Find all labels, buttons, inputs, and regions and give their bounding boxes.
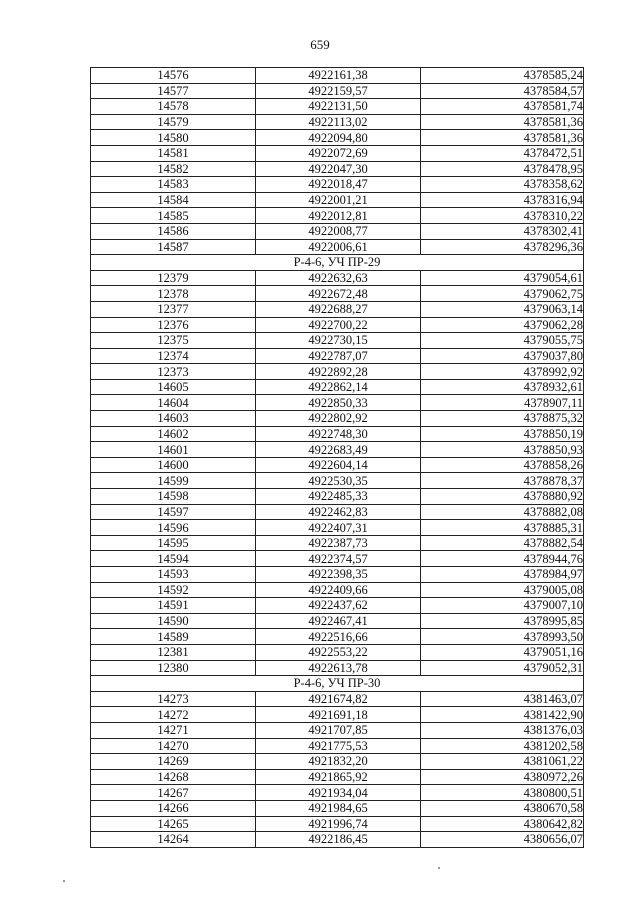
x-coordinate-cell: 4922409,66 (256, 582, 421, 598)
x-coordinate-cell: 4922683,49 (256, 442, 421, 458)
y-coordinate-cell: 4379062,28 (421, 317, 584, 333)
x-coordinate-cell: 4921996,74 (256, 816, 421, 832)
point-number-cell: 14581 (91, 145, 256, 161)
point-number-cell: 14596 (91, 520, 256, 536)
x-coordinate-cell: 4922072,69 (256, 145, 421, 161)
x-coordinate-cell: 4922672,48 (256, 286, 421, 302)
x-coordinate-cell: 4922787,07 (256, 348, 421, 364)
point-number-cell: 14273 (91, 691, 256, 707)
y-coordinate-cell: 4379055,75 (421, 333, 584, 349)
point-number-cell: 12377 (91, 301, 256, 317)
point-number-cell: 14591 (91, 598, 256, 614)
point-number-cell: 12379 (91, 270, 256, 286)
point-number-cell: 12375 (91, 333, 256, 349)
y-coordinate-cell: 4378992,92 (421, 364, 584, 380)
y-coordinate-cell: 4378472,51 (421, 145, 584, 161)
point-number-cell: 14266 (91, 800, 256, 816)
x-coordinate-cell: 4922862,14 (256, 379, 421, 395)
point-number-cell: 14603 (91, 411, 256, 427)
page-number: 659 (310, 37, 330, 52)
x-coordinate-cell: 4922688,27 (256, 301, 421, 317)
table-row (91, 239, 584, 255)
x-coordinate-cell: 4922802,92 (256, 411, 421, 427)
x-coordinate-cell: 4922850,33 (256, 395, 421, 411)
point-number-cell: 14584 (91, 192, 256, 208)
table-row (91, 504, 584, 520)
table-row (91, 99, 584, 115)
point-number-cell: 14592 (91, 582, 256, 598)
point-number-cell: 14602 (91, 426, 256, 442)
point-number-cell: 14269 (91, 754, 256, 770)
y-coordinate-cell: 4378885,31 (421, 520, 584, 536)
y-coordinate-cell: 4378581,36 (421, 114, 584, 130)
y-coordinate-cell: 4379051,16 (421, 644, 584, 660)
table-row (91, 411, 584, 427)
point-number-cell: 14600 (91, 457, 256, 473)
x-coordinate-cell: 4922018,47 (256, 177, 421, 193)
y-coordinate-cell: 4381202,58 (421, 738, 584, 754)
table-row (91, 68, 584, 84)
y-coordinate-cell: 4381376,03 (421, 722, 584, 738)
table-row (91, 707, 584, 723)
table-row (91, 785, 584, 801)
table-row (91, 317, 584, 333)
table-row (91, 426, 584, 442)
x-coordinate-cell: 4922006,61 (256, 239, 421, 255)
table-row (91, 270, 584, 286)
section-title: Р-4-6, УЧ ПР-29 (91, 255, 584, 271)
point-number-cell: 14578 (91, 99, 256, 115)
table-row (91, 660, 584, 676)
y-coordinate-cell: 4378296,36 (421, 239, 584, 255)
table-row (91, 535, 584, 551)
y-coordinate-cell: 4379052,31 (421, 660, 584, 676)
point-number-cell: 14267 (91, 785, 256, 801)
x-coordinate-cell: 4922462,83 (256, 504, 421, 520)
table-row (91, 567, 584, 583)
y-coordinate-cell: 4381422,90 (421, 707, 584, 723)
point-number-cell: 12374 (91, 348, 256, 364)
table-row (91, 629, 584, 645)
point-number-cell: 12380 (91, 660, 256, 676)
table-row (91, 613, 584, 629)
table-row (91, 348, 584, 364)
point-number-cell: 14582 (91, 161, 256, 177)
x-coordinate-cell: 4921691,18 (256, 707, 421, 723)
x-coordinate-cell: 4922001,21 (256, 192, 421, 208)
table-row (91, 130, 584, 146)
x-coordinate-cell: 4922012,81 (256, 208, 421, 224)
point-number-cell: 14586 (91, 223, 256, 239)
table-row (91, 800, 584, 816)
table-row (91, 442, 584, 458)
x-coordinate-cell: 4922632,63 (256, 270, 421, 286)
y-coordinate-cell: 4378907,11 (421, 395, 584, 411)
point-number-cell: 12378 (91, 286, 256, 302)
x-coordinate-cell: 4921865,92 (256, 769, 421, 785)
x-coordinate-cell: 4922437,62 (256, 598, 421, 614)
x-coordinate-cell: 4922553,22 (256, 644, 421, 660)
y-coordinate-cell: 4378944,76 (421, 551, 584, 567)
table-row (91, 192, 584, 208)
x-coordinate-cell: 4922748,30 (256, 426, 421, 442)
y-coordinate-cell: 4381061,22 (421, 754, 584, 770)
point-number-cell: 14597 (91, 504, 256, 520)
x-coordinate-cell: 4922387,73 (256, 535, 421, 551)
point-number-cell: 14590 (91, 613, 256, 629)
table-row (91, 379, 584, 395)
y-coordinate-cell: 4378995,85 (421, 613, 584, 629)
table-row (91, 208, 584, 224)
y-coordinate-cell: 4378316,94 (421, 192, 584, 208)
y-coordinate-cell: 4378858,26 (421, 457, 584, 473)
table-row (91, 333, 584, 349)
point-number-cell: 14576 (91, 68, 256, 84)
y-coordinate-cell: 4378882,08 (421, 504, 584, 520)
y-coordinate-cell: 4378875,32 (421, 411, 584, 427)
x-coordinate-cell: 4922516,66 (256, 629, 421, 645)
x-coordinate-cell: 4921775,53 (256, 738, 421, 754)
y-coordinate-cell: 4378302,41 (421, 223, 584, 239)
x-coordinate-cell: 4922008,77 (256, 223, 421, 239)
point-number-cell: 12381 (91, 644, 256, 660)
y-coordinate-cell: 4381463,07 (421, 691, 584, 707)
point-number-cell: 14605 (91, 379, 256, 395)
table-row (91, 691, 584, 707)
x-coordinate-cell: 4922407,31 (256, 520, 421, 536)
y-coordinate-cell: 4378584,57 (421, 83, 584, 99)
table-row (91, 145, 584, 161)
x-coordinate-cell: 4922700,22 (256, 317, 421, 333)
y-coordinate-cell: 4379054,61 (421, 270, 584, 286)
x-coordinate-cell: 4922159,57 (256, 83, 421, 99)
point-number-cell: 14271 (91, 722, 256, 738)
section-title: Р-4-6, УЧ ПР-30 (91, 676, 584, 692)
x-coordinate-cell: 4921707,85 (256, 722, 421, 738)
x-coordinate-cell: 4922485,33 (256, 489, 421, 505)
table-row (91, 395, 584, 411)
y-coordinate-cell: 4378585,24 (421, 68, 584, 84)
x-coordinate-cell: 4921832,20 (256, 754, 421, 770)
point-number-cell: 14580 (91, 130, 256, 146)
point-number-cell: 14589 (91, 629, 256, 645)
table-row (91, 520, 584, 536)
coordinates-table (90, 67, 584, 848)
table-row (91, 832, 584, 848)
x-coordinate-cell: 4922530,35 (256, 473, 421, 489)
x-coordinate-cell: 4922730,15 (256, 333, 421, 349)
table-row (91, 286, 584, 302)
table-row (91, 738, 584, 754)
table-row (91, 473, 584, 489)
table-row (91, 457, 584, 473)
y-coordinate-cell: 4379062,75 (421, 286, 584, 302)
y-coordinate-cell: 4378984,97 (421, 567, 584, 583)
point-number-cell: 14598 (91, 489, 256, 505)
x-coordinate-cell: 4922467,41 (256, 613, 421, 629)
table-row (91, 551, 584, 567)
x-coordinate-cell: 4922374,57 (256, 551, 421, 567)
table-row (91, 598, 584, 614)
table-row (91, 177, 584, 193)
y-coordinate-cell: 4379063,14 (421, 301, 584, 317)
y-coordinate-cell: 4378581,36 (421, 130, 584, 146)
y-coordinate-cell: 4378993,50 (421, 629, 584, 645)
point-number-cell: 14587 (91, 239, 256, 255)
x-coordinate-cell: 4921674,82 (256, 691, 421, 707)
point-number-cell: 14577 (91, 83, 256, 99)
table-row (91, 722, 584, 738)
x-coordinate-cell: 4921934,04 (256, 785, 421, 801)
y-coordinate-cell: 4378932,61 (421, 379, 584, 395)
coordinates-table-body (91, 68, 584, 848)
y-coordinate-cell: 4378478,95 (421, 161, 584, 177)
x-coordinate-cell: 4922161,38 (256, 68, 421, 84)
point-number-cell: 14583 (91, 177, 256, 193)
y-coordinate-cell: 4378358,62 (421, 177, 584, 193)
point-number-cell: 14264 (91, 832, 256, 848)
x-coordinate-cell: 4922094,80 (256, 130, 421, 146)
y-coordinate-cell: 4378878,37 (421, 473, 584, 489)
x-coordinate-cell: 4922892,28 (256, 364, 421, 380)
y-coordinate-cell: 4379037,80 (421, 348, 584, 364)
y-coordinate-cell: 4378880,92 (421, 489, 584, 505)
x-coordinate-cell: 4922047,30 (256, 161, 421, 177)
y-coordinate-cell: 4379007,10 (421, 598, 584, 614)
point-number-cell: 14270 (91, 738, 256, 754)
x-coordinate-cell: 4922613,78 (256, 660, 421, 676)
point-number-cell: 14268 (91, 769, 256, 785)
section-header-row (91, 676, 584, 692)
point-number-cell: 14594 (91, 551, 256, 567)
table-row (91, 364, 584, 380)
table-row (91, 816, 584, 832)
scan-speck (63, 880, 65, 882)
section-header-row (91, 255, 584, 271)
x-coordinate-cell: 4922186,45 (256, 832, 421, 848)
y-coordinate-cell: 4379005,08 (421, 582, 584, 598)
point-number-cell: 14579 (91, 114, 256, 130)
y-coordinate-cell: 4378882,54 (421, 535, 584, 551)
y-coordinate-cell: 4378850,93 (421, 442, 584, 458)
table-row (91, 644, 584, 660)
point-number-cell: 12373 (91, 364, 256, 380)
y-coordinate-cell: 4380800,51 (421, 785, 584, 801)
table-row (91, 161, 584, 177)
point-number-cell: 14595 (91, 535, 256, 551)
table-row (91, 769, 584, 785)
table-row (91, 489, 584, 505)
x-coordinate-cell: 4922113,02 (256, 114, 421, 130)
y-coordinate-cell: 4378850,19 (421, 426, 584, 442)
point-number-cell: 14601 (91, 442, 256, 458)
y-coordinate-cell: 4380656,07 (421, 832, 584, 848)
point-number-cell: 14585 (91, 208, 256, 224)
point-number-cell: 14604 (91, 395, 256, 411)
point-number-cell: 14272 (91, 707, 256, 723)
x-coordinate-cell: 4922604,14 (256, 457, 421, 473)
x-coordinate-cell: 4922131,50 (256, 99, 421, 115)
y-coordinate-cell: 4380972,26 (421, 769, 584, 785)
x-coordinate-cell: 4921984,65 (256, 800, 421, 816)
table-row (91, 754, 584, 770)
table-row (91, 223, 584, 239)
table-row (91, 114, 584, 130)
point-number-cell: 12376 (91, 317, 256, 333)
point-number-cell: 14265 (91, 816, 256, 832)
point-number-cell: 14593 (91, 567, 256, 583)
y-coordinate-cell: 4378310,22 (421, 208, 584, 224)
scan-speck (438, 867, 440, 869)
x-coordinate-cell: 4922398,35 (256, 567, 421, 583)
table-row (91, 83, 584, 99)
y-coordinate-cell: 4380642,82 (421, 816, 584, 832)
table-row (91, 301, 584, 317)
point-number-cell: 14599 (91, 473, 256, 489)
table-row (91, 582, 584, 598)
y-coordinate-cell: 4378581,74 (421, 99, 584, 115)
y-coordinate-cell: 4380670,58 (421, 800, 584, 816)
